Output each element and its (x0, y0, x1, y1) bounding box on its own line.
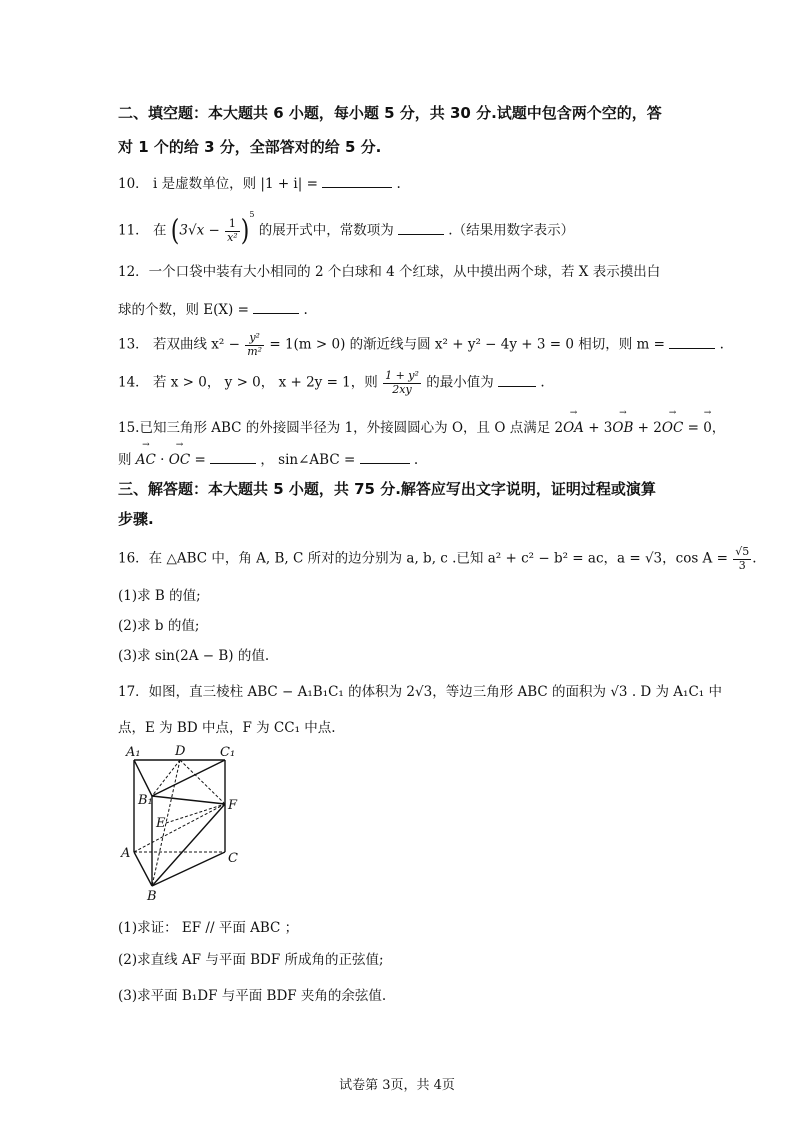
vector-oc: → OC (169, 452, 190, 468)
segment-d-b1 (152, 760, 180, 796)
question-number: 14． (118, 374, 149, 391)
math-expression: 3√x − (179, 222, 220, 239)
answer-blank (253, 301, 299, 314)
fraction (245, 332, 264, 358)
section-3-heading-line-1: 三、解答题：本大题共 5 小题，共 75 分.解答应写出文字说明，证明过程或演算 (118, 480, 656, 498)
answer-blank (360, 451, 410, 464)
question-15-line-2 (118, 448, 418, 468)
question-text: .（结果用数字表示） (448, 222, 575, 239)
label-c1: C₁ (220, 745, 236, 760)
question-text: 若双曲线 x² − (152, 336, 240, 353)
question-16-part-1: (1)求 B 的值; (118, 588, 201, 604)
question-text: 则 (118, 452, 136, 468)
question-text: 在 (152, 222, 167, 239)
question-17-part-2: (2)求直线 AF 与平面 BDF 所成角的正弦值; (118, 952, 384, 968)
answer-blank (322, 175, 392, 188)
label-a: A (121, 846, 131, 861)
question-17-part-3: (3)求平面 B₁DF 与平面 BDF 夹角的余弦值. (118, 988, 387, 1004)
label-e: E (156, 816, 166, 831)
question-text: 的最小值为 (426, 374, 494, 391)
question-17-part-1: (1)求证： EF // 平面 ABC ； (118, 920, 299, 936)
question-10 (118, 172, 401, 192)
question-17-line-2: 点，E 为 BD 中点，F 为 CC₁ 中点. (118, 720, 336, 736)
label-f: F (228, 798, 238, 813)
question-text: = 1(m > 0) 的渐近线与圆 x² + y² − 4y + 3 = 0 相切，则 m = (269, 336, 665, 353)
section-3-heading-line-2: 步骤. (118, 510, 154, 528)
operator: = (190, 452, 206, 468)
fraction (225, 218, 240, 244)
punctuation: ， (711, 420, 726, 436)
punctuation: . (752, 550, 757, 567)
fraction-denominator: x² (227, 230, 238, 244)
operator: = (683, 420, 704, 436)
question-13 (118, 332, 724, 358)
answer-blank (210, 451, 256, 464)
punctuation: . (413, 452, 419, 468)
page-footer: 试卷第 3页，共 4页 (339, 1078, 455, 1093)
question-11 (118, 210, 575, 248)
vector-oa: → OA (563, 420, 584, 436)
edge-b1-f (152, 796, 225, 804)
vector-ob: → OB (612, 420, 633, 436)
operator: + 3 (583, 420, 613, 436)
operator: · (155, 452, 169, 468)
fraction-numerator: 1 (225, 218, 240, 232)
fraction (383, 370, 421, 396)
fraction-denominator: m² (247, 344, 263, 358)
left-paren: ( (170, 214, 180, 248)
math-expression: |1 + i| = (260, 176, 318, 192)
fraction-numerator: y² (245, 332, 264, 346)
answer-blank (498, 374, 536, 387)
segment-a-f (134, 804, 225, 852)
fraction-numerator: 1 + y² (385, 369, 419, 382)
fraction-denominator: 2xy (392, 382, 412, 396)
right-paren: ) (240, 214, 250, 248)
question-12-line-1: 12．一个口袋中装有大小相同的 2 个白球和 4 个红球，从中摸出两个球，若 X 表示摸出白 (118, 264, 661, 280)
fraction (733, 546, 751, 572)
punctuation: . (396, 176, 401, 192)
question-text: i 是虚数单位，则 (152, 176, 257, 192)
question-16-part-3: (3)求 sin(2A − B) 的值. (118, 648, 270, 664)
punctuation: . (719, 336, 724, 353)
question-text: 的展开式中，常数项为 (258, 222, 394, 239)
question-14 (118, 370, 545, 396)
question-16-part-2: (2)求 b 的值; (118, 618, 200, 634)
exponent: 5 (249, 210, 255, 220)
punctuation: . (303, 302, 308, 318)
question-text: 若 x > 0， y > 0， x + 2y = 1，则 (152, 374, 378, 391)
segment-d-f (180, 760, 225, 804)
edge-a1-b1 (134, 760, 152, 796)
prism-figure (118, 742, 248, 902)
question-number: 11． (118, 222, 149, 239)
question-text: 16．在 △ABC 中，角 A, B, C 所对的边分别为 a, b, c .已知 a² + c² − b² = ac，a = √3，cos A = (118, 550, 728, 567)
question-15-line-1 (118, 416, 725, 436)
edge-c-b (152, 852, 225, 886)
question-text: 15.已知三角形 ABC 的外接圆半径为 1，外接圆圆心为 O，且 O 点满足 2 (118, 420, 564, 436)
section-2-heading-line-1: 二、填空题：本大题共 6 小题，每小题 5 分，共 30 分.试题中包含两个空的，答 (118, 104, 662, 122)
answer-blank (398, 222, 444, 235)
fraction-denominator: 3 (738, 558, 746, 572)
vector-oc: → OC (662, 420, 683, 436)
operator: + 2 (633, 420, 662, 436)
label-a1: A₁ (126, 745, 141, 760)
label-b1: B₁ (138, 793, 153, 808)
label-c: C (228, 851, 238, 866)
vector-ac: → AC (136, 452, 156, 468)
label-b: B (147, 889, 157, 902)
question-number: 13． (118, 336, 149, 353)
question-12-line-2 (118, 298, 308, 318)
question-number: 10． (118, 176, 149, 192)
punctuation: . (540, 374, 545, 391)
fraction-numerator: √5 (735, 545, 750, 558)
section-2-heading-line-2: 对 1 个的给 3 分，全部答对的给 5 分. (118, 138, 382, 156)
question-text: 球的个数，则 E(X) = (118, 302, 249, 318)
zero-vector: → 0 (703, 420, 712, 436)
question-16-line-1 (118, 546, 757, 572)
answer-blank (669, 336, 715, 349)
edge-a-b (134, 852, 152, 886)
edge-c1-b1 (152, 760, 225, 796)
question-text: ， sin∠ABC = (260, 452, 356, 468)
label-d: D (175, 744, 186, 759)
question-17-line-1: 17．如图，直三棱柱 ABC − A₁B₁C₁ 的体积为 2√3，等边三角形 ABC 的面积为 √3 . D 为 A₁C₁ 中 (118, 684, 722, 700)
